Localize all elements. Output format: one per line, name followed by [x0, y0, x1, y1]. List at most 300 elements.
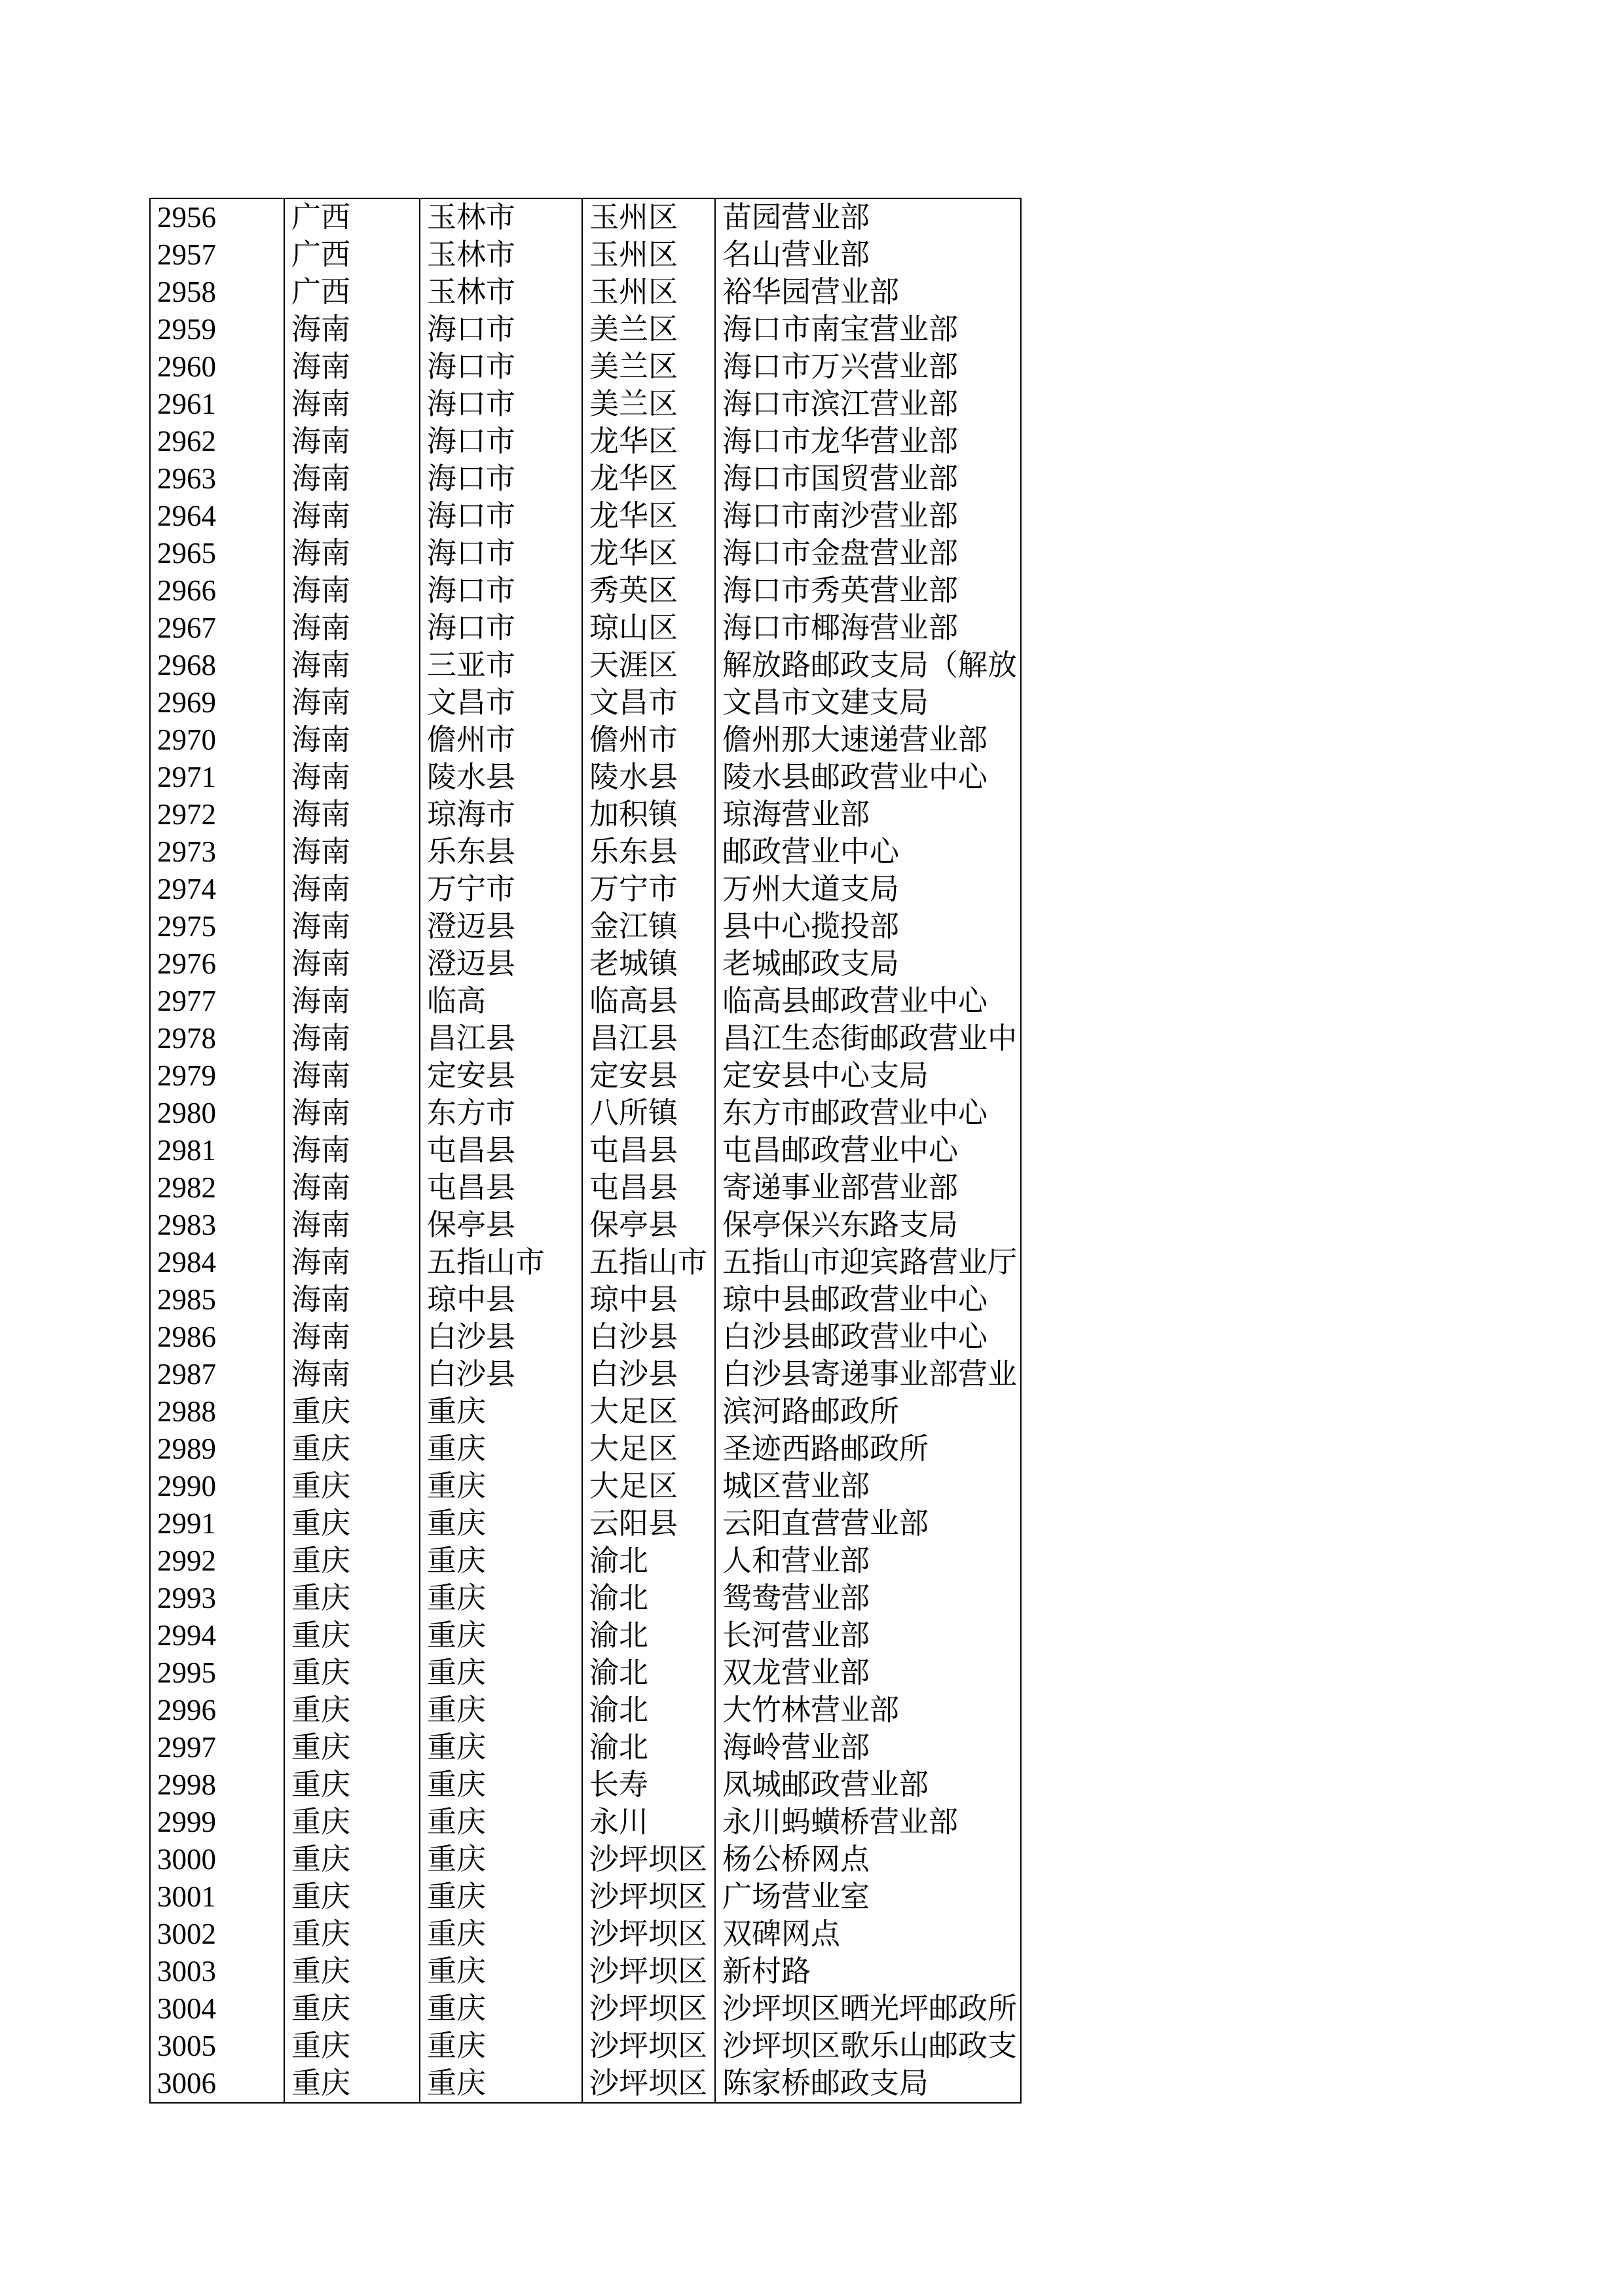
district-cell: 文昌市	[582, 684, 715, 721]
row-number-cell: 2975	[150, 908, 284, 945]
district-cell: 大足区	[582, 1393, 715, 1430]
city-cell: 五指山市	[420, 1244, 582, 1281]
table-row	[150, 1468, 1021, 1505]
city-cell: 重庆	[420, 1841, 582, 1878]
row-number-cell: 2978	[150, 1020, 284, 1057]
district-cell: 万宁市	[582, 871, 715, 908]
city-cell: 玉林市	[420, 236, 582, 274]
district-cell: 龙华区	[582, 498, 715, 535]
row-number-cell: 2956	[150, 198, 284, 236]
province-cell: 海南	[284, 1207, 420, 1244]
table-row	[150, 1953, 1021, 1990]
row-number-cell: 2967	[150, 610, 284, 647]
district-cell: 琼中县	[582, 1281, 715, 1319]
row-number-cell: 2970	[150, 721, 284, 759]
province-cell: 重庆	[284, 1692, 420, 1729]
branch-name-cell: 杨公桥网点	[715, 1841, 1021, 1878]
district-cell: 临高县	[582, 983, 715, 1020]
district-cell: 沙坪坝区	[582, 1916, 715, 1953]
province-cell: 海南	[284, 498, 420, 535]
table-row	[150, 1393, 1021, 1430]
city-cell: 白沙县	[420, 1356, 582, 1393]
city-cell: 东方市	[420, 1095, 582, 1132]
province-cell: 广西	[284, 198, 420, 236]
province-cell: 海南	[284, 1319, 420, 1356]
province-cell: 重庆	[284, 1916, 420, 1953]
branch-name-cell: 双龙营业部	[715, 1654, 1021, 1692]
district-cell: 渝北	[582, 1654, 715, 1692]
branch-name-cell: 五指山市迎宾路营业厅	[715, 1244, 1021, 1281]
province-cell: 重庆	[284, 1654, 420, 1692]
branch-name-cell: 城区营业部	[715, 1468, 1021, 1505]
province-cell: 海南	[284, 423, 420, 460]
branch-name-cell: 人和营业部	[715, 1542, 1021, 1580]
row-number-cell: 2999	[150, 1804, 284, 1841]
city-cell: 海口市	[420, 311, 582, 348]
table-row	[150, 1020, 1021, 1057]
province-cell: 海南	[284, 348, 420, 386]
branch-name-cell: 老城邮政支局	[715, 945, 1021, 983]
district-cell: 琼山区	[582, 610, 715, 647]
table-row	[150, 1356, 1021, 1393]
city-cell: 重庆	[420, 2028, 582, 2065]
branch-name-cell: 陵水县邮政营业中心	[715, 759, 1021, 796]
city-cell: 儋州市	[420, 721, 582, 759]
row-number-cell: 2994	[150, 1617, 284, 1654]
table-row	[150, 1430, 1021, 1468]
row-number-cell: 2971	[150, 759, 284, 796]
branch-name-cell: 昌江生态街邮政营业中	[715, 1020, 1021, 1057]
city-cell: 重庆	[420, 1878, 582, 1916]
table-row	[150, 1244, 1021, 1281]
row-number-cell: 3001	[150, 1878, 284, 1916]
branch-name-cell: 海口市万兴营业部	[715, 348, 1021, 386]
branch-name-cell: 屯昌邮政营业中心	[715, 1132, 1021, 1169]
row-number-cell: 2966	[150, 572, 284, 610]
table-row	[150, 796, 1021, 833]
branch-name-cell: 长河营业部	[715, 1617, 1021, 1654]
table-row	[150, 610, 1021, 647]
district-cell: 云阳县	[582, 1505, 715, 1542]
branch-name-cell: 文昌市文建支局	[715, 684, 1021, 721]
row-number-cell: 2981	[150, 1132, 284, 1169]
province-cell: 重庆	[284, 1841, 420, 1878]
table-row	[150, 1057, 1021, 1095]
province-cell: 海南	[284, 1356, 420, 1393]
table-row	[150, 535, 1021, 572]
city-cell: 玉林市	[420, 274, 582, 311]
district-cell: 昌江县	[582, 1020, 715, 1057]
city-cell: 重庆	[420, 2065, 582, 2103]
city-cell: 澄迈县	[420, 945, 582, 983]
city-cell: 重庆	[420, 1654, 582, 1692]
district-cell: 沙坪坝区	[582, 1878, 715, 1916]
row-number-cell: 2963	[150, 460, 284, 498]
table-row	[150, 386, 1021, 423]
branch-name-cell: 圣迹西路邮政所	[715, 1430, 1021, 1468]
row-number-cell: 2993	[150, 1580, 284, 1617]
branch-name-cell: 保亭保兴东路支局	[715, 1207, 1021, 1244]
branch-name-cell: 沙坪坝区晒光坪邮政所	[715, 1990, 1021, 2028]
district-cell: 美兰区	[582, 348, 715, 386]
district-cell: 玉州区	[582, 198, 715, 236]
row-number-cell: 2974	[150, 871, 284, 908]
city-cell: 屯昌县	[420, 1169, 582, 1207]
province-cell: 重庆	[284, 1729, 420, 1766]
table-row	[150, 1132, 1021, 1169]
district-cell: 沙坪坝区	[582, 1990, 715, 2028]
city-cell: 重庆	[420, 1430, 582, 1468]
table-row	[150, 1804, 1021, 1841]
province-cell: 重庆	[284, 1430, 420, 1468]
branch-name-cell: 县中心揽投部	[715, 908, 1021, 945]
district-cell: 龙华区	[582, 535, 715, 572]
row-number-cell: 2968	[150, 647, 284, 684]
city-cell: 重庆	[420, 1542, 582, 1580]
province-cell: 重庆	[284, 2065, 420, 2103]
district-cell: 陵水县	[582, 759, 715, 796]
province-cell: 海南	[284, 721, 420, 759]
table-row	[150, 311, 1021, 348]
province-cell: 重庆	[284, 1766, 420, 1804]
district-cell: 大足区	[582, 1468, 715, 1505]
city-cell: 重庆	[420, 1580, 582, 1617]
branch-name-cell: 白沙县邮政营业中心	[715, 1319, 1021, 1356]
branch-name-cell: 陈家桥邮政支局	[715, 2065, 1021, 2103]
branch-table	[149, 198, 1022, 2104]
province-cell: 海南	[284, 759, 420, 796]
district-cell: 渝北	[582, 1692, 715, 1729]
table-row	[150, 1505, 1021, 1542]
table-row	[150, 2028, 1021, 2065]
district-cell: 定安县	[582, 1057, 715, 1095]
city-cell: 重庆	[420, 1990, 582, 2028]
branch-name-cell: 苗园营业部	[715, 198, 1021, 236]
row-number-cell: 2989	[150, 1430, 284, 1468]
branch-name-cell: 大竹林营业部	[715, 1692, 1021, 1729]
branch-name-cell: 云阳直营营业部	[715, 1505, 1021, 1542]
branch-name-cell: 寄递事业部营业部	[715, 1169, 1021, 1207]
district-cell: 沙坪坝区	[582, 1953, 715, 1990]
city-cell: 玉林市	[420, 198, 582, 236]
province-cell: 海南	[284, 460, 420, 498]
province-cell: 海南	[284, 684, 420, 721]
row-number-cell: 2960	[150, 348, 284, 386]
city-cell: 澄迈县	[420, 908, 582, 945]
table-row	[150, 1916, 1021, 1953]
table-row	[150, 908, 1021, 945]
row-number-cell: 2990	[150, 1468, 284, 1505]
city-cell: 文昌市	[420, 684, 582, 721]
table-row	[150, 1580, 1021, 1617]
table-row	[150, 1692, 1021, 1729]
city-cell: 重庆	[420, 1692, 582, 1729]
row-number-cell: 2995	[150, 1654, 284, 1692]
city-cell: 海口市	[420, 386, 582, 423]
district-cell: 白沙县	[582, 1356, 715, 1393]
branch-name-cell: 海口市南宝营业部	[715, 311, 1021, 348]
province-cell: 海南	[284, 1169, 420, 1207]
district-cell: 天涯区	[582, 647, 715, 684]
row-number-cell: 2979	[150, 1057, 284, 1095]
city-cell: 琼中县	[420, 1281, 582, 1319]
table-row	[150, 1207, 1021, 1244]
branch-name-cell: 沙坪坝区歌乐山邮政支	[715, 2028, 1021, 2065]
district-cell: 五指山市	[582, 1244, 715, 1281]
city-cell: 保亭县	[420, 1207, 582, 1244]
district-cell: 龙华区	[582, 423, 715, 460]
province-cell: 海南	[284, 908, 420, 945]
province-cell: 重庆	[284, 1990, 420, 2028]
row-number-cell: 2972	[150, 796, 284, 833]
province-cell: 海南	[284, 647, 420, 684]
district-cell: 儋州市	[582, 721, 715, 759]
city-cell: 重庆	[420, 1505, 582, 1542]
city-cell: 三亚市	[420, 647, 582, 684]
table-row	[150, 572, 1021, 610]
branch-name-cell: 东方市邮政营业中心	[715, 1095, 1021, 1132]
row-number-cell: 2998	[150, 1766, 284, 1804]
district-cell: 白沙县	[582, 1319, 715, 1356]
table-row	[150, 759, 1021, 796]
province-cell: 重庆	[284, 1953, 420, 1990]
table-row	[150, 1095, 1021, 1132]
branch-name-cell: 广场营业室	[715, 1878, 1021, 1916]
table-row	[150, 1729, 1021, 1766]
row-number-cell: 2969	[150, 684, 284, 721]
city-cell: 临高	[420, 983, 582, 1020]
branch-name-cell: 海口市秀英营业部	[715, 572, 1021, 610]
district-cell: 渝北	[582, 1729, 715, 1766]
row-number-cell: 2982	[150, 1169, 284, 1207]
table-row	[150, 1169, 1021, 1207]
city-cell: 重庆	[420, 1729, 582, 1766]
row-number-cell: 2980	[150, 1095, 284, 1132]
district-cell: 玉州区	[582, 236, 715, 274]
district-cell: 渝北	[582, 1617, 715, 1654]
province-cell: 重庆	[284, 1617, 420, 1654]
province-cell: 海南	[284, 1281, 420, 1319]
district-cell: 大足区	[582, 1430, 715, 1468]
row-number-cell: 2991	[150, 1505, 284, 1542]
branch-name-cell: 永川蚂蟥桥营业部	[715, 1804, 1021, 1841]
province-cell: 海南	[284, 610, 420, 647]
province-cell: 广西	[284, 236, 420, 274]
district-cell: 加积镇	[582, 796, 715, 833]
city-cell: 重庆	[420, 1393, 582, 1430]
province-cell: 海南	[284, 572, 420, 610]
province-cell: 海南	[284, 1095, 420, 1132]
city-cell: 重庆	[420, 1468, 582, 1505]
row-number-cell: 2958	[150, 274, 284, 311]
city-cell: 海口市	[420, 460, 582, 498]
branch-name-cell: 定安县中心支局	[715, 1057, 1021, 1095]
row-number-cell: 2992	[150, 1542, 284, 1580]
table-row	[150, 1281, 1021, 1319]
district-cell: 金江镇	[582, 908, 715, 945]
row-number-cell: 2973	[150, 833, 284, 871]
table-row	[150, 1542, 1021, 1580]
table-row	[150, 423, 1021, 460]
branch-name-cell: 海口市龙华营业部	[715, 423, 1021, 460]
branch-name-cell: 儋州那大速递营业部	[715, 721, 1021, 759]
province-cell: 海南	[284, 535, 420, 572]
city-cell: 重庆	[420, 1617, 582, 1654]
city-cell: 昌江县	[420, 1020, 582, 1057]
city-cell: 海口市	[420, 535, 582, 572]
table-row	[150, 945, 1021, 983]
row-number-cell: 2984	[150, 1244, 284, 1281]
table-row	[150, 983, 1021, 1020]
row-number-cell: 2983	[150, 1207, 284, 1244]
district-cell: 渝北	[582, 1542, 715, 1580]
row-number-cell: 3004	[150, 1990, 284, 2028]
district-cell: 龙华区	[582, 460, 715, 498]
city-cell: 乐东县	[420, 833, 582, 871]
row-number-cell: 3003	[150, 1953, 284, 1990]
city-cell: 定安县	[420, 1057, 582, 1095]
district-cell: 美兰区	[582, 311, 715, 348]
row-number-cell: 2976	[150, 945, 284, 983]
row-number-cell: 2988	[150, 1393, 284, 1430]
province-cell: 海南	[284, 833, 420, 871]
row-number-cell: 2997	[150, 1729, 284, 1766]
table-row	[150, 460, 1021, 498]
city-cell: 屯昌县	[420, 1132, 582, 1169]
province-cell: 海南	[284, 1057, 420, 1095]
city-cell: 陵水县	[420, 759, 582, 796]
city-cell: 琼海市	[420, 796, 582, 833]
city-cell: 海口市	[420, 498, 582, 535]
city-cell: 重庆	[420, 1916, 582, 1953]
district-cell: 美兰区	[582, 386, 715, 423]
row-number-cell: 2962	[150, 423, 284, 460]
row-number-cell: 3002	[150, 1916, 284, 1953]
branch-name-cell: 海口市滨江营业部	[715, 386, 1021, 423]
province-cell: 重庆	[284, 1542, 420, 1580]
table-row	[150, 1654, 1021, 1692]
branch-name-cell: 邮政营业中心	[715, 833, 1021, 871]
branch-name-cell: 琼中县邮政营业中心	[715, 1281, 1021, 1319]
city-cell: 白沙县	[420, 1319, 582, 1356]
branch-name-cell: 新村路	[715, 1953, 1021, 1990]
province-cell: 海南	[284, 1020, 420, 1057]
branch-name-cell: 白沙县寄递事业部营业	[715, 1356, 1021, 1393]
table-row	[150, 236, 1021, 274]
branch-name-cell: 凤城邮政营业部	[715, 1766, 1021, 1804]
table-row	[150, 721, 1021, 759]
branch-name-cell: 鸳鸯营业部	[715, 1580, 1021, 1617]
table-row	[150, 871, 1021, 908]
city-cell: 万宁市	[420, 871, 582, 908]
city-cell: 海口市	[420, 423, 582, 460]
branch-name-cell: 海口市南沙营业部	[715, 498, 1021, 535]
district-cell: 屯昌县	[582, 1169, 715, 1207]
province-cell: 重庆	[284, 1505, 420, 1542]
branch-name-cell: 解放路邮政支局（解放	[715, 647, 1021, 684]
row-number-cell: 2961	[150, 386, 284, 423]
province-cell: 重庆	[284, 2028, 420, 2065]
district-cell: 沙坪坝区	[582, 2065, 715, 2103]
city-cell: 海口市	[420, 572, 582, 610]
province-cell: 重庆	[284, 1804, 420, 1841]
branch-name-cell: 名山营业部	[715, 236, 1021, 274]
district-cell: 永川	[582, 1804, 715, 1841]
city-cell: 重庆	[420, 1804, 582, 1841]
table-row	[150, 684, 1021, 721]
province-cell: 海南	[284, 1132, 420, 1169]
branch-name-cell: 海口市椰海营业部	[715, 610, 1021, 647]
province-cell: 重庆	[284, 1468, 420, 1505]
district-cell: 八所镇	[582, 1095, 715, 1132]
province-cell: 广西	[284, 274, 420, 311]
province-cell: 海南	[284, 311, 420, 348]
row-number-cell: 2987	[150, 1356, 284, 1393]
branch-name-cell: 琼海营业部	[715, 796, 1021, 833]
row-number-cell: 2965	[150, 535, 284, 572]
district-cell: 乐东县	[582, 833, 715, 871]
district-cell: 沙坪坝区	[582, 2028, 715, 2065]
table-row	[150, 1319, 1021, 1356]
branch-name-cell: 海口市金盘营业部	[715, 535, 1021, 572]
table-row	[150, 198, 1021, 236]
table-row	[150, 1878, 1021, 1916]
row-number-cell: 3006	[150, 2065, 284, 2103]
district-cell: 玉州区	[582, 274, 715, 311]
district-cell: 沙坪坝区	[582, 1841, 715, 1878]
branch-name-cell: 双碑网点	[715, 1916, 1021, 1953]
province-cell: 重庆	[284, 1393, 420, 1430]
row-number-cell: 2964	[150, 498, 284, 535]
province-cell: 海南	[284, 871, 420, 908]
province-cell: 海南	[284, 945, 420, 983]
row-number-cell: 2957	[150, 236, 284, 274]
table-row	[150, 833, 1021, 871]
city-cell: 重庆	[420, 1953, 582, 1990]
district-cell: 长寿	[582, 1766, 715, 1804]
row-number-cell: 3005	[150, 2028, 284, 2065]
province-cell: 海南	[284, 1244, 420, 1281]
row-number-cell: 2985	[150, 1281, 284, 1319]
province-cell: 重庆	[284, 1878, 420, 1916]
city-cell: 海口市	[420, 610, 582, 647]
table-row	[150, 1990, 1021, 2028]
table-row	[150, 1617, 1021, 1654]
province-cell: 重庆	[284, 1580, 420, 1617]
table-row	[150, 1841, 1021, 1878]
district-cell: 秀英区	[582, 572, 715, 610]
table-row	[150, 1766, 1021, 1804]
city-cell: 海口市	[420, 348, 582, 386]
district-cell: 老城镇	[582, 945, 715, 983]
district-cell: 渝北	[582, 1580, 715, 1617]
branch-name-cell: 万州大道支局	[715, 871, 1021, 908]
branch-name-cell: 海岭营业部	[715, 1729, 1021, 1766]
province-cell: 海南	[284, 983, 420, 1020]
row-number-cell: 2959	[150, 311, 284, 348]
row-number-cell: 2977	[150, 983, 284, 1020]
table-row	[150, 647, 1021, 684]
row-number-cell: 3000	[150, 1841, 284, 1878]
branch-name-cell: 滨河路邮政所	[715, 1393, 1021, 1430]
province-cell: 海南	[284, 386, 420, 423]
branch-name-cell: 海口市国贸营业部	[715, 460, 1021, 498]
table-row	[150, 274, 1021, 311]
district-cell: 保亭县	[582, 1207, 715, 1244]
city-cell: 重庆	[420, 1766, 582, 1804]
province-cell: 海南	[284, 796, 420, 833]
table-row	[150, 2065, 1021, 2103]
